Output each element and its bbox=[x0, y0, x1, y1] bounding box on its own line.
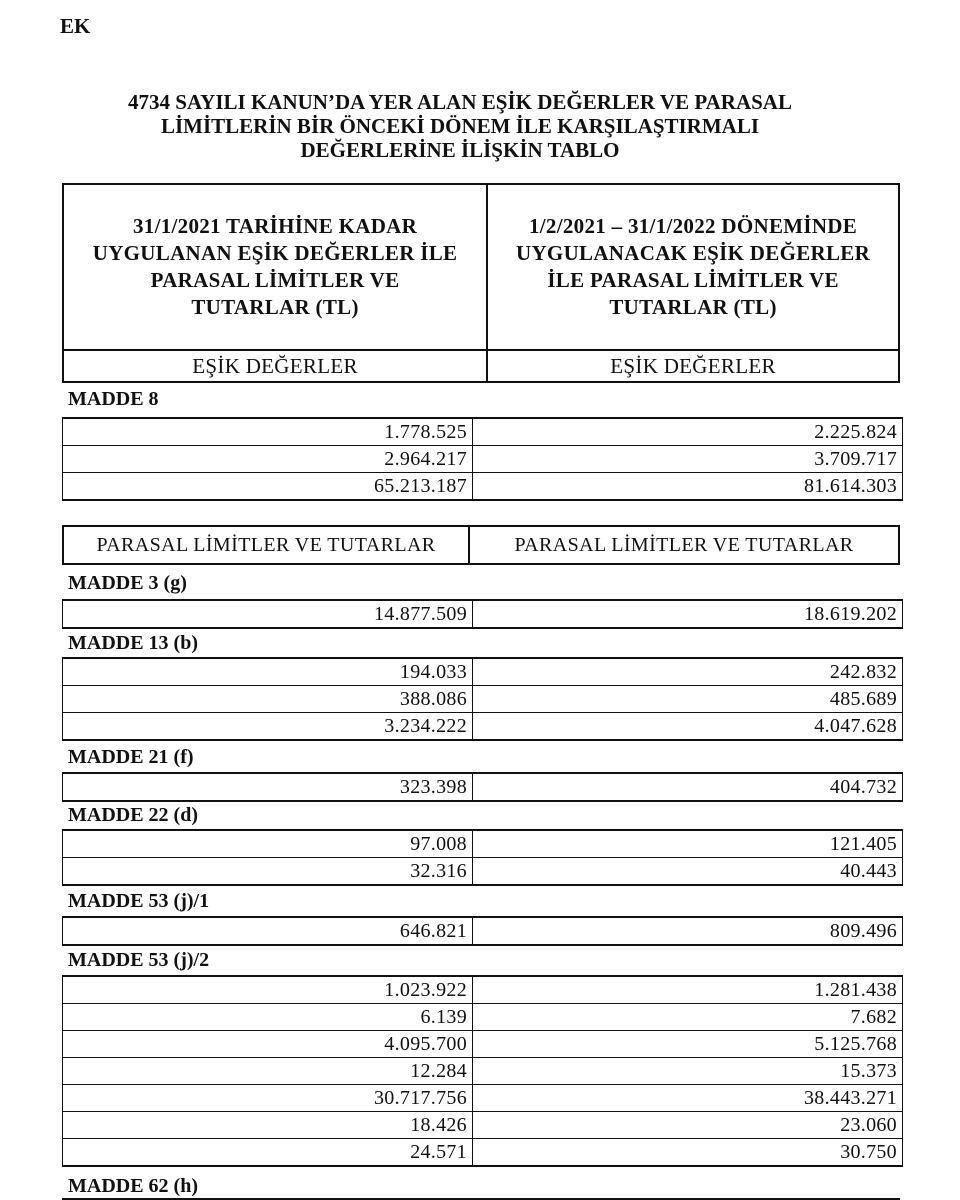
table-row bbox=[63, 1139, 903, 1167]
old-value: 65.213.187 bbox=[63, 473, 473, 501]
monetary-limits-header-left: PARASAL LİMİTLER VE TUTARLAR bbox=[63, 526, 469, 564]
section-label: MADDE 21 (f) bbox=[68, 746, 194, 768]
old-value: 2.964.217 bbox=[63, 446, 473, 473]
new-value: 1.281.438 bbox=[473, 976, 903, 1004]
table-row bbox=[63, 418, 903, 446]
new-period-header bbox=[487, 184, 899, 350]
section-label: MADDE 13 (b) bbox=[68, 632, 198, 654]
old-value: 97.008 bbox=[63, 830, 473, 858]
madde-13b-table bbox=[62, 657, 903, 741]
monetary-limits-header-table bbox=[62, 525, 900, 565]
old-value: 194.033 bbox=[63, 658, 473, 686]
header-line: TUTARLAR (TL) bbox=[609, 295, 777, 319]
old-value: 14.877.509 bbox=[63, 600, 473, 628]
new-value: 404.732 bbox=[473, 773, 903, 801]
new-value: 242.832 bbox=[473, 658, 903, 686]
section-label: MADDE 22 (d) bbox=[68, 804, 198, 826]
new-value: 7.682 bbox=[473, 1004, 903, 1031]
madde-21f-table bbox=[62, 772, 903, 802]
table-row bbox=[63, 1031, 903, 1058]
old-value: 646.821 bbox=[63, 917, 473, 945]
old-value: 6.139 bbox=[63, 1004, 473, 1031]
monetary-limits-header-right: PARASAL LİMİTLER VE TUTARLAR bbox=[469, 526, 899, 564]
old-value: 4.095.700 bbox=[63, 1031, 473, 1058]
table-row bbox=[63, 917, 903, 945]
new-value: 15.373 bbox=[473, 1058, 903, 1085]
old-value: 323.398 bbox=[63, 773, 473, 801]
new-value: 485.689 bbox=[473, 686, 903, 713]
header-line: UYGULANACAK EŞİK DEĞERLER bbox=[516, 241, 871, 265]
document-title bbox=[0, 90, 920, 162]
title-line: LİMİTLERİN BİR ÖNCEKİ DÖNEM İLE KARŞILAŞTIRMALI bbox=[160, 114, 760, 138]
table-row bbox=[63, 1112, 903, 1139]
madde-22d-table bbox=[62, 829, 903, 886]
column-header-table bbox=[62, 183, 900, 383]
section-label: MADDE 53 (j)/1 bbox=[68, 890, 210, 912]
madde-3g-table bbox=[62, 599, 903, 629]
madde-8-table bbox=[62, 417, 903, 501]
header-line: 31/1/2021 TARİHİNE KADAR bbox=[132, 214, 418, 238]
new-value: 23.060 bbox=[473, 1112, 903, 1139]
new-value: 2.225.824 bbox=[473, 418, 903, 446]
old-value: 1.778.525 bbox=[63, 418, 473, 446]
table-row bbox=[63, 976, 903, 1004]
header-line: İLE PARASAL LİMİTLER VE bbox=[547, 268, 839, 292]
table-row bbox=[63, 473, 903, 501]
section-label: MADDE 62 (h) bbox=[68, 1175, 198, 1197]
title-line: 4734 SAYILI KANUN’DA YER ALAN EŞİK DEĞERLER VE PARASAL bbox=[128, 90, 792, 114]
madde-53j2-table bbox=[62, 975, 903, 1167]
table-row bbox=[63, 830, 903, 858]
table-row bbox=[63, 658, 903, 686]
section-label: MADDE 3 (g) bbox=[68, 572, 187, 594]
table-row bbox=[63, 773, 903, 801]
section-label: MADDE 53 (j)/2 bbox=[68, 949, 210, 971]
old-value: 30.717.756 bbox=[63, 1085, 473, 1112]
table-row bbox=[63, 713, 903, 741]
new-value: 40.443 bbox=[473, 858, 903, 886]
threshold-subheader-left: EŞİK DEĞERLER bbox=[63, 350, 487, 382]
table-row bbox=[63, 1058, 903, 1085]
table-row bbox=[63, 858, 903, 886]
old-value: 3.234.222 bbox=[63, 713, 473, 741]
madde-53j1-table bbox=[62, 916, 903, 946]
new-value: 3.709.717 bbox=[473, 446, 903, 473]
header-line: 1/2/2021 – 31/1/2022 DÖNEMİNDE bbox=[528, 214, 858, 238]
header-line: PARASAL LİMİTLER VE bbox=[150, 268, 400, 292]
threshold-subheader-right: EŞİK DEĞERLER bbox=[487, 350, 899, 382]
new-value: 18.619.202 bbox=[473, 600, 903, 628]
old-value: 32.316 bbox=[63, 858, 473, 886]
new-value: 5.125.768 bbox=[473, 1031, 903, 1058]
table-row bbox=[63, 600, 903, 628]
table-row bbox=[63, 1004, 903, 1031]
header-line: TUTARLAR (TL) bbox=[191, 295, 359, 319]
new-value: 121.405 bbox=[473, 830, 903, 858]
section-label: MADDE 8 bbox=[68, 388, 159, 410]
table-row bbox=[63, 446, 903, 473]
old-value: 24.571 bbox=[63, 1139, 473, 1167]
new-value: 4.047.628 bbox=[473, 713, 903, 741]
old-value: 388.086 bbox=[63, 686, 473, 713]
header-line: UYGULANAN EŞİK DEĞERLER İLE bbox=[92, 241, 458, 265]
annex-label: EK bbox=[60, 14, 91, 38]
new-value: 30.750 bbox=[473, 1139, 903, 1167]
table-row bbox=[63, 1085, 903, 1112]
table-row bbox=[63, 686, 903, 713]
old-value: 1.023.922 bbox=[63, 976, 473, 1004]
old-value: 18.426 bbox=[63, 1112, 473, 1139]
old-value: 12.284 bbox=[63, 1058, 473, 1085]
new-value: 809.496 bbox=[473, 917, 903, 945]
previous-period-header bbox=[63, 184, 487, 350]
new-value: 38.443.271 bbox=[473, 1085, 903, 1112]
new-value: 81.614.303 bbox=[473, 473, 903, 501]
title-line: DEĞERLERİNE İLİŞKİN TABLO bbox=[300, 138, 620, 162]
